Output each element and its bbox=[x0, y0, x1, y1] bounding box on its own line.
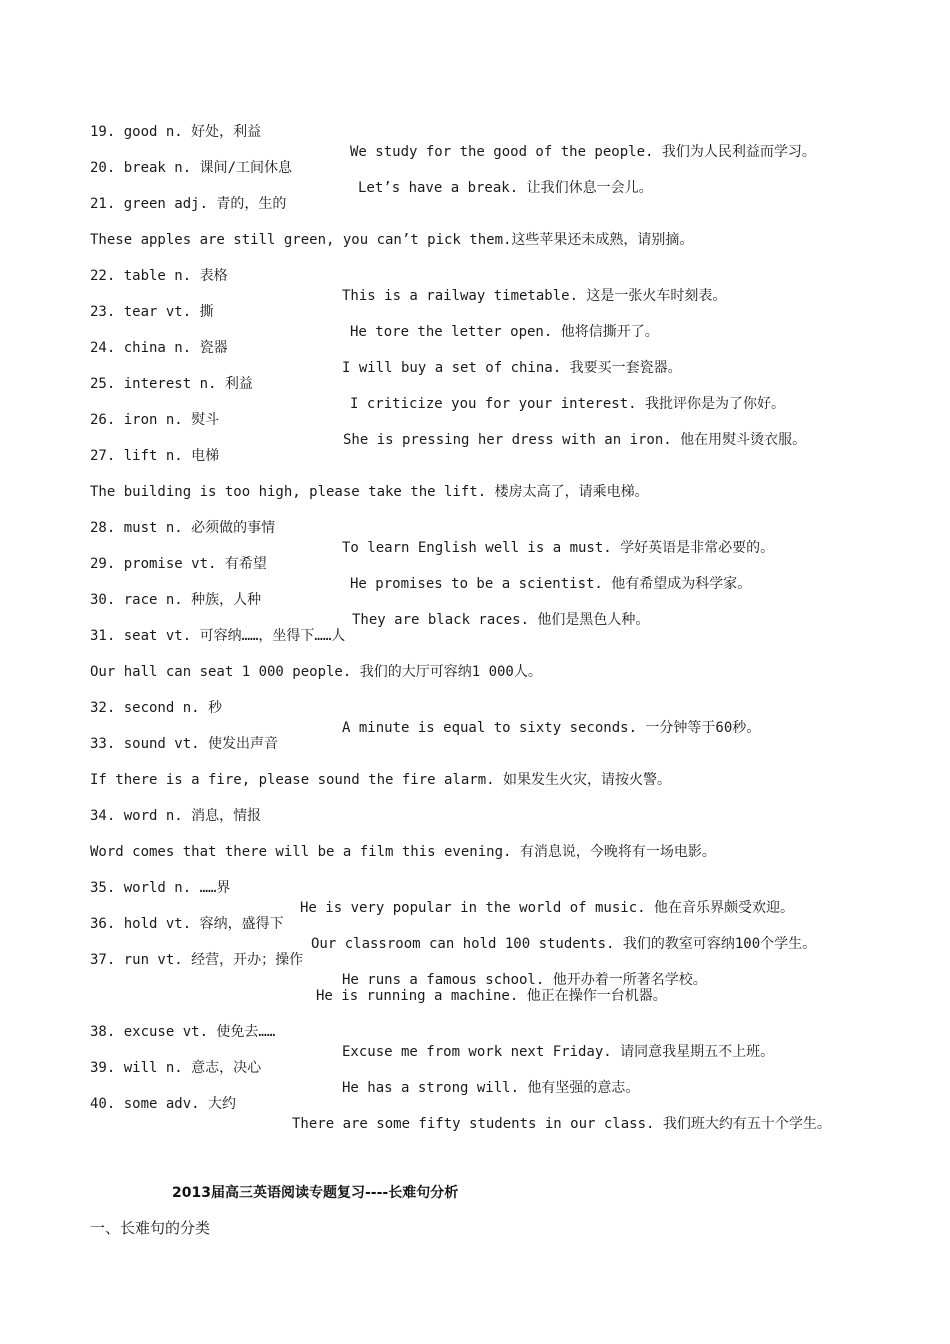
entry-example: To learn English well is a must. 学好英语是非常必要的。 bbox=[342, 540, 775, 556]
entry-example: This is a railway timetable. 这是一张火车时刻表。 bbox=[342, 288, 727, 304]
entry-example: Our classroom can hold 100 students. 我们的教室可容纳100个学生。 bbox=[311, 936, 817, 952]
entry-example: I criticize you for your interest. 我批评你是为了你好。 bbox=[350, 396, 786, 412]
entry-example: Let’s have a break. 让我们休息一会儿。 bbox=[358, 180, 653, 196]
entry-example: There are some fifty students in our class. 我们班大约有五十个学生。 bbox=[292, 1116, 831, 1132]
entry-word: 32. second n. 秒 bbox=[90, 700, 223, 716]
entry-word: 20. break n. 课间/工间休息 bbox=[90, 160, 293, 176]
entry-word: 27. lift n. 电梯 bbox=[90, 448, 220, 464]
entry-word: 37. run vt. 经营，开办；操作 bbox=[90, 952, 304, 968]
entry-example: Word comes that there will be a film this evening. 有消息说，今晚将有一场电影。 bbox=[90, 844, 716, 860]
entry-word: 33. sound vt. 使发出声音 bbox=[90, 736, 279, 752]
entry-word: 38. excuse vt. 使免去…… bbox=[90, 1024, 276, 1040]
entry-example: I will buy a set of china. 我要买一套瓷器。 bbox=[342, 360, 682, 376]
entry-example: These apples are still green, you can’t pick them.这些苹果还未成熟，请别摘。 bbox=[90, 232, 694, 248]
entry-example: They are black races. 他们是黑色人种。 bbox=[352, 612, 650, 628]
entry-example: She is pressing her dress with an iron. 他在用熨斗烫衣服。 bbox=[343, 432, 807, 448]
entry-example: He is running a machine. 他正在操作一台机器。 bbox=[316, 988, 667, 1004]
entry-example: A minute is equal to sixty seconds. 一分钟等于60秒。 bbox=[342, 720, 761, 736]
entry-example: Our hall can seat 1 000 people. 我们的大厅可容纳1 000人。 bbox=[90, 664, 542, 680]
entry-word: 35. world n. ……界 bbox=[90, 880, 231, 896]
entry-word: 28. must n. 必须做的事情 bbox=[90, 520, 276, 536]
entry-word: 40. some adv. 大约 bbox=[90, 1096, 237, 1112]
entry-word: 39. will n. 意志，决心 bbox=[90, 1060, 262, 1076]
entry-word: 19. good n. 好处，利益 bbox=[90, 124, 262, 140]
entry-word: 36. hold vt. 容纳，盛得下 bbox=[90, 916, 284, 932]
entry-example: The building is too high, please take the lift. 楼房太高了，请乘电梯。 bbox=[90, 484, 649, 500]
entry-example: He promises to be a scientist. 他有希望成为科学家。 bbox=[350, 576, 752, 592]
entry-example: He has a strong will. 他有坚强的意志。 bbox=[342, 1080, 640, 1096]
entry-example: Excuse me from work next Friday. 请同意我星期五不上班。 bbox=[342, 1044, 775, 1060]
entry-word: 22. table n. 表格 bbox=[90, 268, 228, 284]
entry-word: 26. iron n. 熨斗 bbox=[90, 412, 220, 428]
section-title: 2013届高三英语阅读专题复习----长难句分析 bbox=[172, 1185, 459, 1201]
entry-example: He runs a famous school. 他开办着一所著名学校。 bbox=[342, 972, 707, 988]
entry-example: He is very popular in the world of music. 他在音乐界颇受欢迎。 bbox=[300, 900, 795, 916]
entry-word: 29. promise vt. 有希望 bbox=[90, 556, 267, 572]
entry-word: 21. green adj. 青的，生的 bbox=[90, 196, 287, 212]
entry-word: 31. seat vt. 可容纳……，坐得下……人 bbox=[90, 628, 346, 644]
entry-word: 34. word n. 消息，情报 bbox=[90, 808, 262, 824]
entry-word: 23. tear vt. 撕 bbox=[90, 304, 214, 320]
entry-example: If there is a fire, please sound the fire alarm. 如果发生火灾，请按火警。 bbox=[90, 772, 672, 788]
entry-example: We study for the good of the people. 我们为人民利益而学习。 bbox=[350, 144, 816, 160]
entry-word: 30. race n. 种族，人种 bbox=[90, 592, 262, 608]
entry-word: 24. china n. 瓷器 bbox=[90, 340, 228, 356]
entry-example: He tore the letter open. 他将信撕开了。 bbox=[350, 324, 659, 340]
entry-word: 25. interest n. 利益 bbox=[90, 376, 253, 392]
section-heading: 一、长难句的分类 bbox=[90, 1219, 211, 1237]
